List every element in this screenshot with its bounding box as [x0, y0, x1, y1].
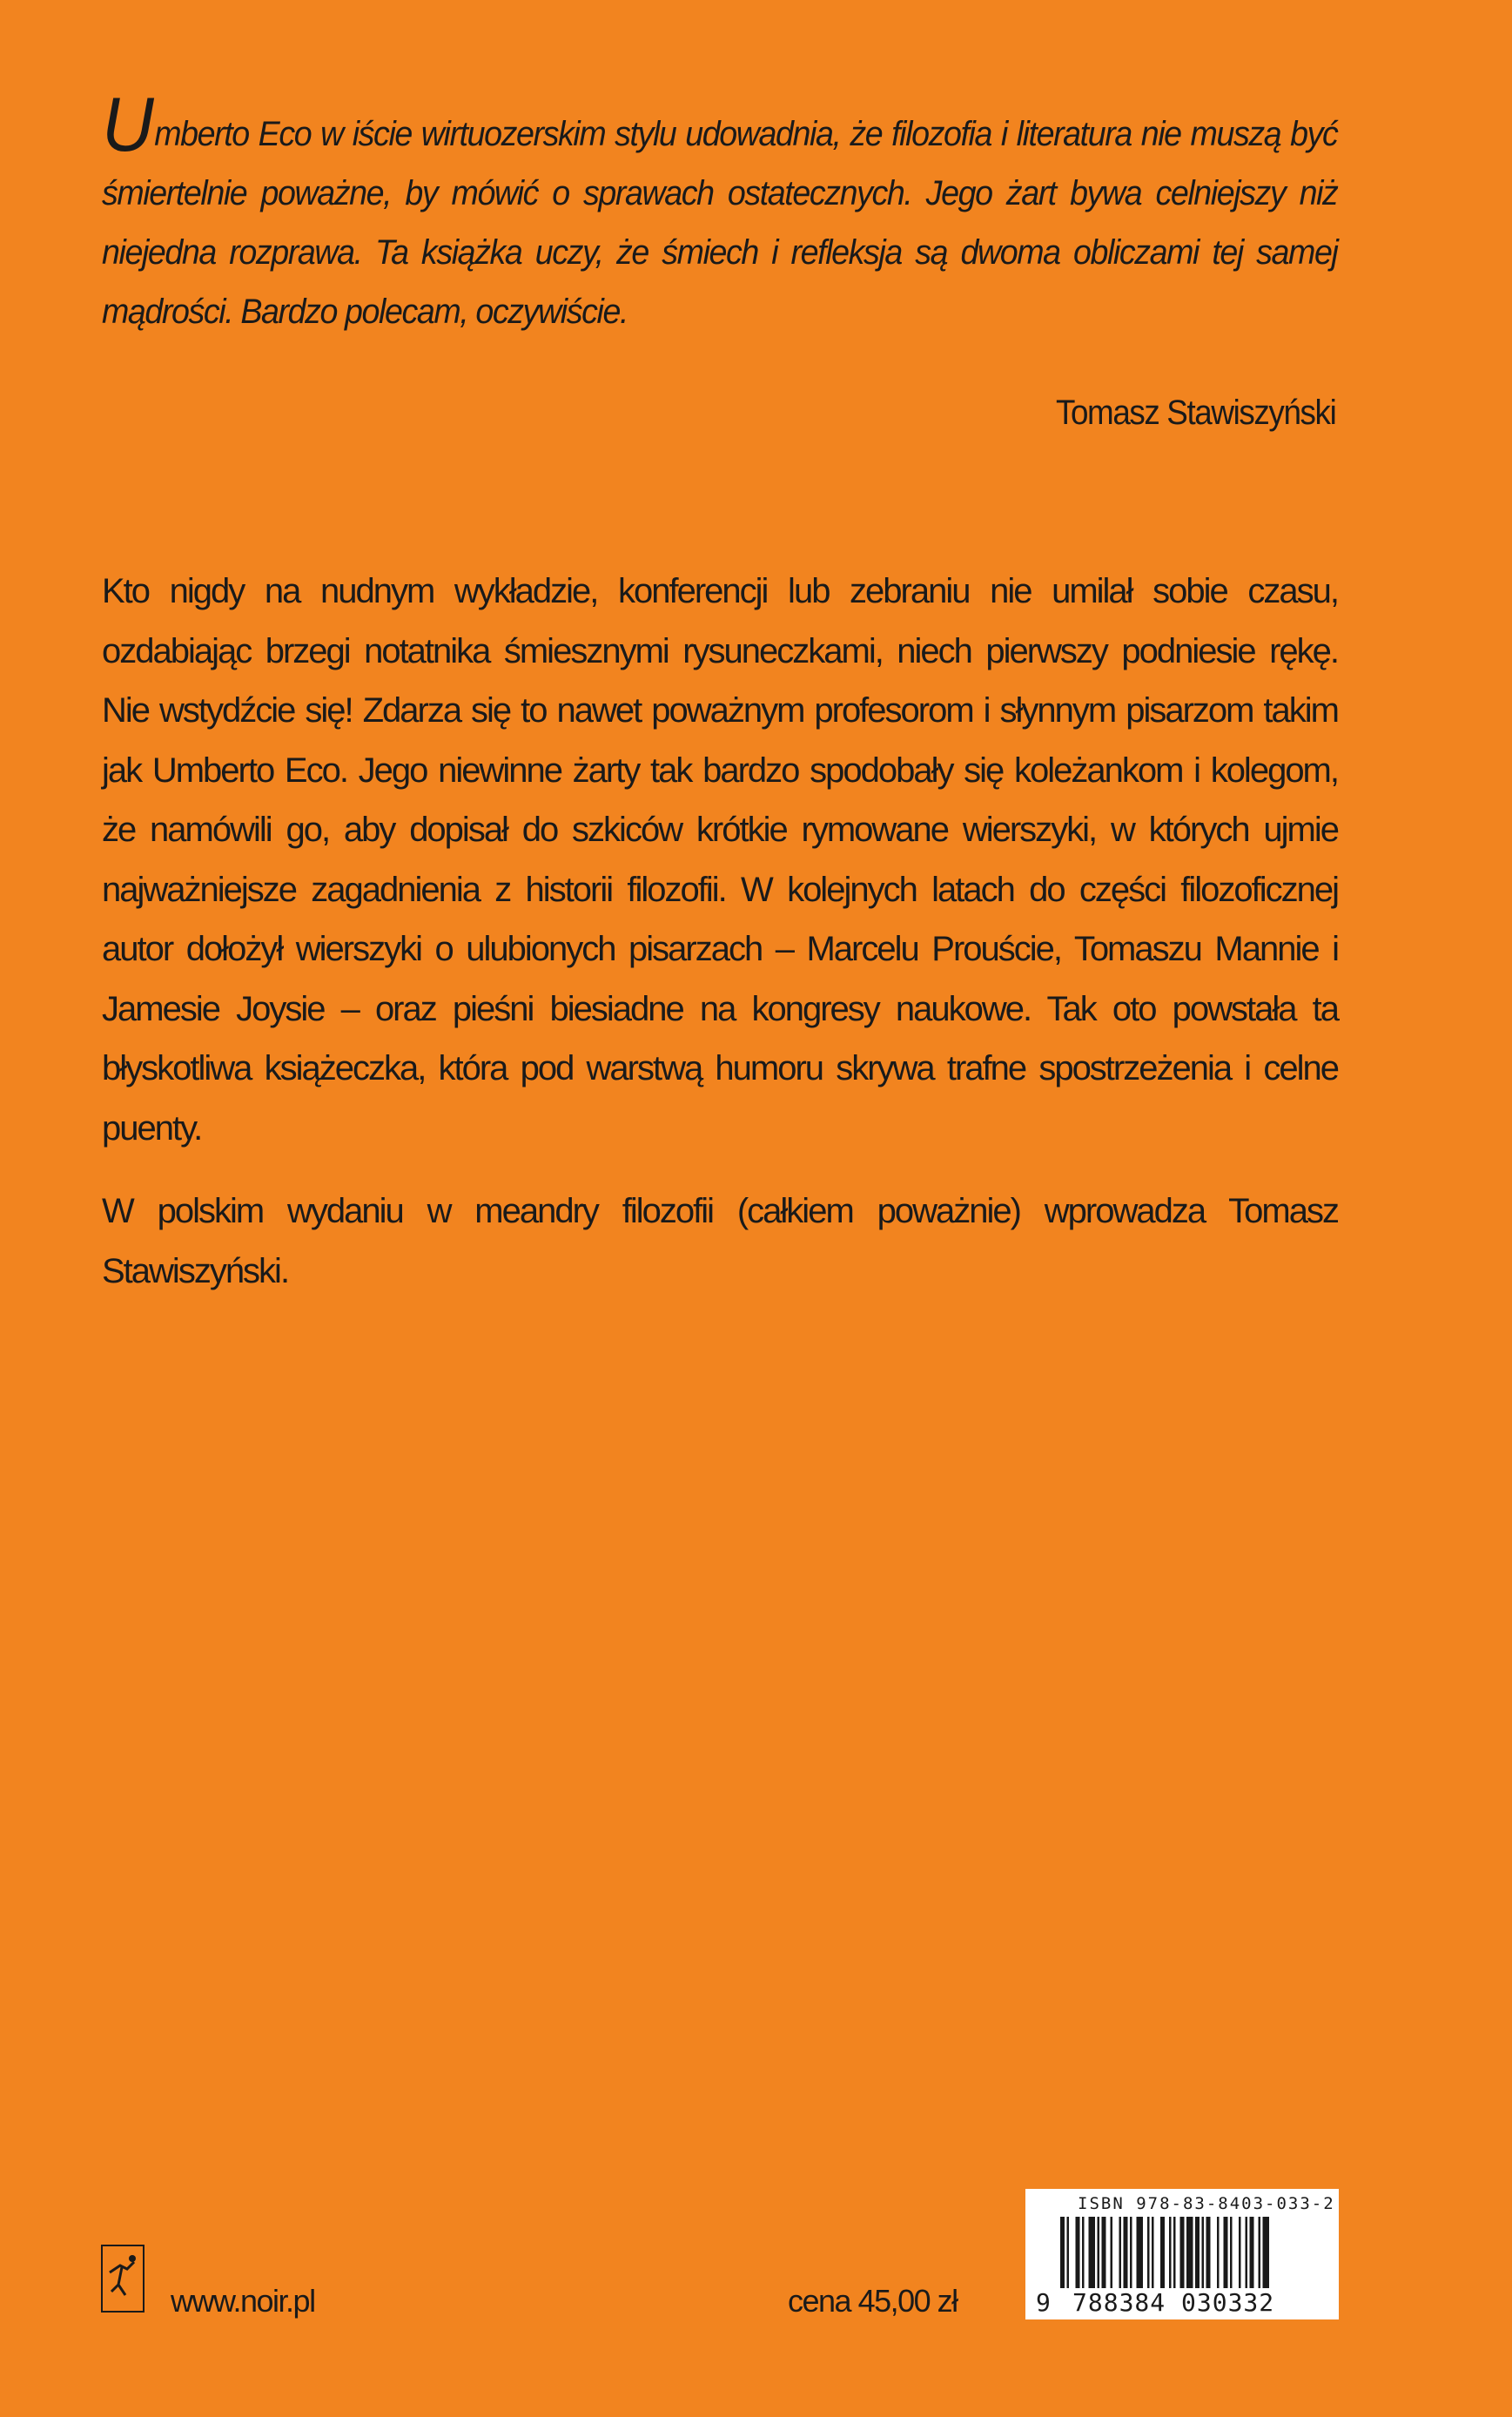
- barcode-bar: [1137, 2217, 1144, 2288]
- isbn-label: ISBN 978-83-8403-033-2: [1078, 2194, 1335, 2213]
- barcode-bar: [1246, 2217, 1248, 2288]
- barcode-bar: [1067, 2217, 1070, 2288]
- barcode-bar: [1239, 2217, 1241, 2288]
- barcode-bar: [1180, 2217, 1185, 2288]
- barcode-main-digits: 788384 030332: [1072, 2288, 1275, 2317]
- barcode-bar: [1173, 2217, 1176, 2288]
- quote-author: Tomasz Stawiszyński: [1055, 394, 1335, 432]
- barcode-bar: [1230, 2217, 1233, 2288]
- barcode-bar: [1224, 2217, 1228, 2288]
- barcode-bars: [1060, 2217, 1321, 2288]
- publisher-logo-icon: [103, 2246, 143, 2311]
- price-label: cena 45,00 zł: [788, 2283, 958, 2319]
- barcode-bar: [1263, 2217, 1270, 2288]
- barcode-bar: [1060, 2217, 1065, 2288]
- quote-text: mberto Eco w iście wirtuozerskim stylu udowadnia, że filozofia i literatura nie muszą być śmiertelnie poważne, by mówić o sprawach ostatecznych. Jego żart bywa celniejszy niż niejedna rozprawa. Ta książka uczy, że śmiech i refleksja są dwoma obliczami tej samej mądrości. Bardzo polecam, oczywiście.: [102, 115, 1338, 331]
- isbn-barcode: [1025, 2189, 1339, 2319]
- quote-dropcap: U: [102, 81, 153, 167]
- barcode-bar: [1082, 2217, 1085, 2288]
- barcode-bar: [1076, 2217, 1080, 2288]
- barcode-bar: [1202, 2217, 1205, 2288]
- barcode-bar: [1250, 2217, 1254, 2288]
- barcode-bar: [1130, 2217, 1132, 2288]
- barcode-bar: [1119, 2217, 1122, 2288]
- endorsement-quote: [102, 81, 1338, 341]
- barcode-bar: [1111, 2217, 1113, 2288]
- barcode-bar: [1098, 2217, 1100, 2288]
- barcode-bar: [1160, 2217, 1165, 2288]
- description-paragraph-1: Kto nigdy na nudnym wykładzie, konferencji lub zebraniu nie umilał sobie czasu, ozdabiając brzegi notatnika śmiesznymi rysuneczkami, niech pierwszy podniesie rękę. Nie wstydźcie się! Zdarza się to nawet poważnym profesorom i słynnym pisarzom takim jak Umberto Eco. Jego niewinne żarty tak bardzo spodobały się koleżankom i kolegom, że namówili go, aby dopisał do szkiców krótkie rymowane wierszyki, w których ujmie najważniejsze zagadnienia z historii filozofii. W kolejnych latach do części filozoficznej autor dołożył wierszyki o ulubionych pisarzach – Marcelu Prouście, Tomaszu Mannie i Jamesie Joysie – oraz pieśni biesiadne na kongresy naukowe. Tak oto powstała ta błyskotliwa książeczka, która pod warstwą humoru skrywa trafne spostrzeżenia i celne puenty.: [102, 572, 1338, 1148]
- barcode-bar: [1152, 2217, 1154, 2288]
- barcode-bar: [1186, 2217, 1193, 2288]
- barcode-bar: [1124, 2217, 1128, 2288]
- publisher-logo: [101, 2245, 144, 2313]
- barcode-bar: [1259, 2217, 1261, 2288]
- barcode-bar: [1102, 2217, 1106, 2288]
- publisher-url: www.noir.pl: [171, 2283, 315, 2319]
- barcode-bar: [1206, 2217, 1211, 2288]
- barcode-bar: [1089, 2217, 1096, 2288]
- book-description: [102, 562, 1338, 1324]
- barcode-bar: [1169, 2217, 1172, 2288]
- barcode-bar: [1147, 2217, 1150, 2288]
- barcode-bar: [1195, 2217, 1200, 2288]
- description-paragraph-2: W polskim wydaniu w meandry filozofii (całkiem poważnie) wprowadza Tomasz Stawiszyński.: [102, 1192, 1338, 1290]
- barcode-lead-digit: 9: [1036, 2288, 1051, 2317]
- barcode-bar: [1217, 2217, 1220, 2288]
